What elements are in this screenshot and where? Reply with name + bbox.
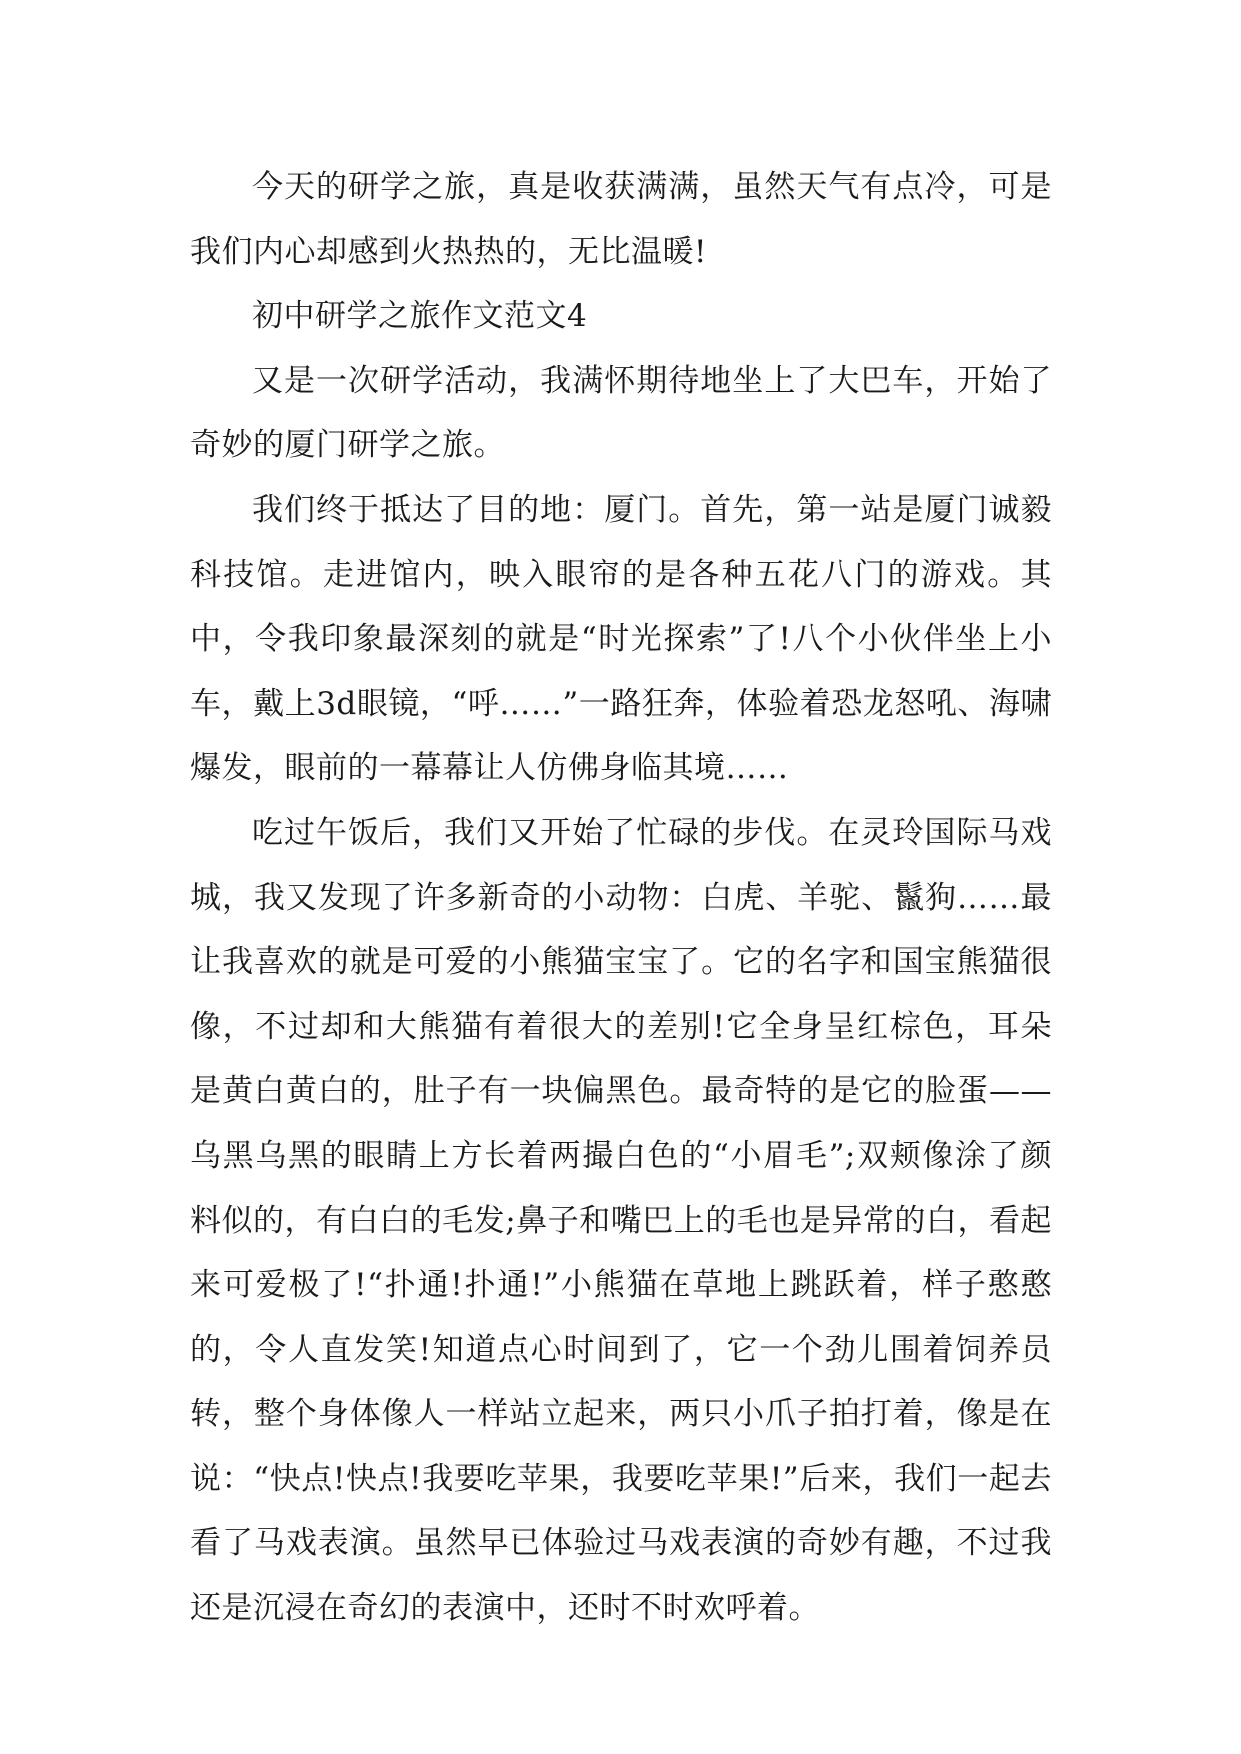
paragraph-circus-city: 吃过午饭后，我们又开始了忙碌的步伐。在灵玲国际马戏城，我又发现了许多新奇的小动物：白虎、羊驼、鬣狗……最让我喜欢的就是可爱的小熊猫宝宝了。它的名字和国宝熊猫很像，不过却和大熊猫有着很大的差别!它全身呈红棕色，耳朵是黄白黄白的，肚子有一块偏黑色。最奇特的是它的脸蛋——乌黑乌黑的眼睛上方长着两撮白色的“小眉毛”;双颊像涂了颜料似的，有白白的毛发;鼻子和嘴巴上的毛也是异常的白，看起来可爱极了!“扑通!扑通!”小熊猫在草地上跳跃着，样子憨憨的，令人直发笑!知道点心时间到了，它一个劲儿围着饲养员转，整个身体像人一样站立起来，两只小爪子拍打着，像是在说：“快点!快点!我要吃苹果，我要吃苹果!”后来，我们一起去看了马戏表演。虽然早已体验过马戏表演的奇妙有趣，不过我还是沉浸在奇幻的表演中，还时不时欢呼着。 bbox=[190, 814, 1052, 1627]
document-body bbox=[190, 155, 1052, 1641]
essay-title: 初中研学之旅作文范文4 bbox=[252, 298, 588, 335]
paragraph-intro: 又是一次研学活动，我满怀期待地坐上了大巴车，开始了奇妙的厦门研学之旅。 bbox=[190, 362, 1052, 464]
paragraph-science-museum: 我们终于抵达了目的地：厦门。首先，第一站是厦门诚毅科技馆。走进馆内，映入眼帘的是各种五花八门的游戏。其中，令我印象最深刻的就是“时光探索”了!八个小伙伴坐上小车，戴上3d眼镜，“呼……”一路狂奔，体验着恐龙怒吼、海啸爆发，眼前的一幕幕让人仿佛身临其境…… bbox=[190, 491, 1052, 787]
paragraph-conclusion: 今天的研学之旅，真是收获满满，虽然天气有点冷，可是我们内心却感到火热热的，无比温暖! bbox=[190, 169, 1052, 270]
